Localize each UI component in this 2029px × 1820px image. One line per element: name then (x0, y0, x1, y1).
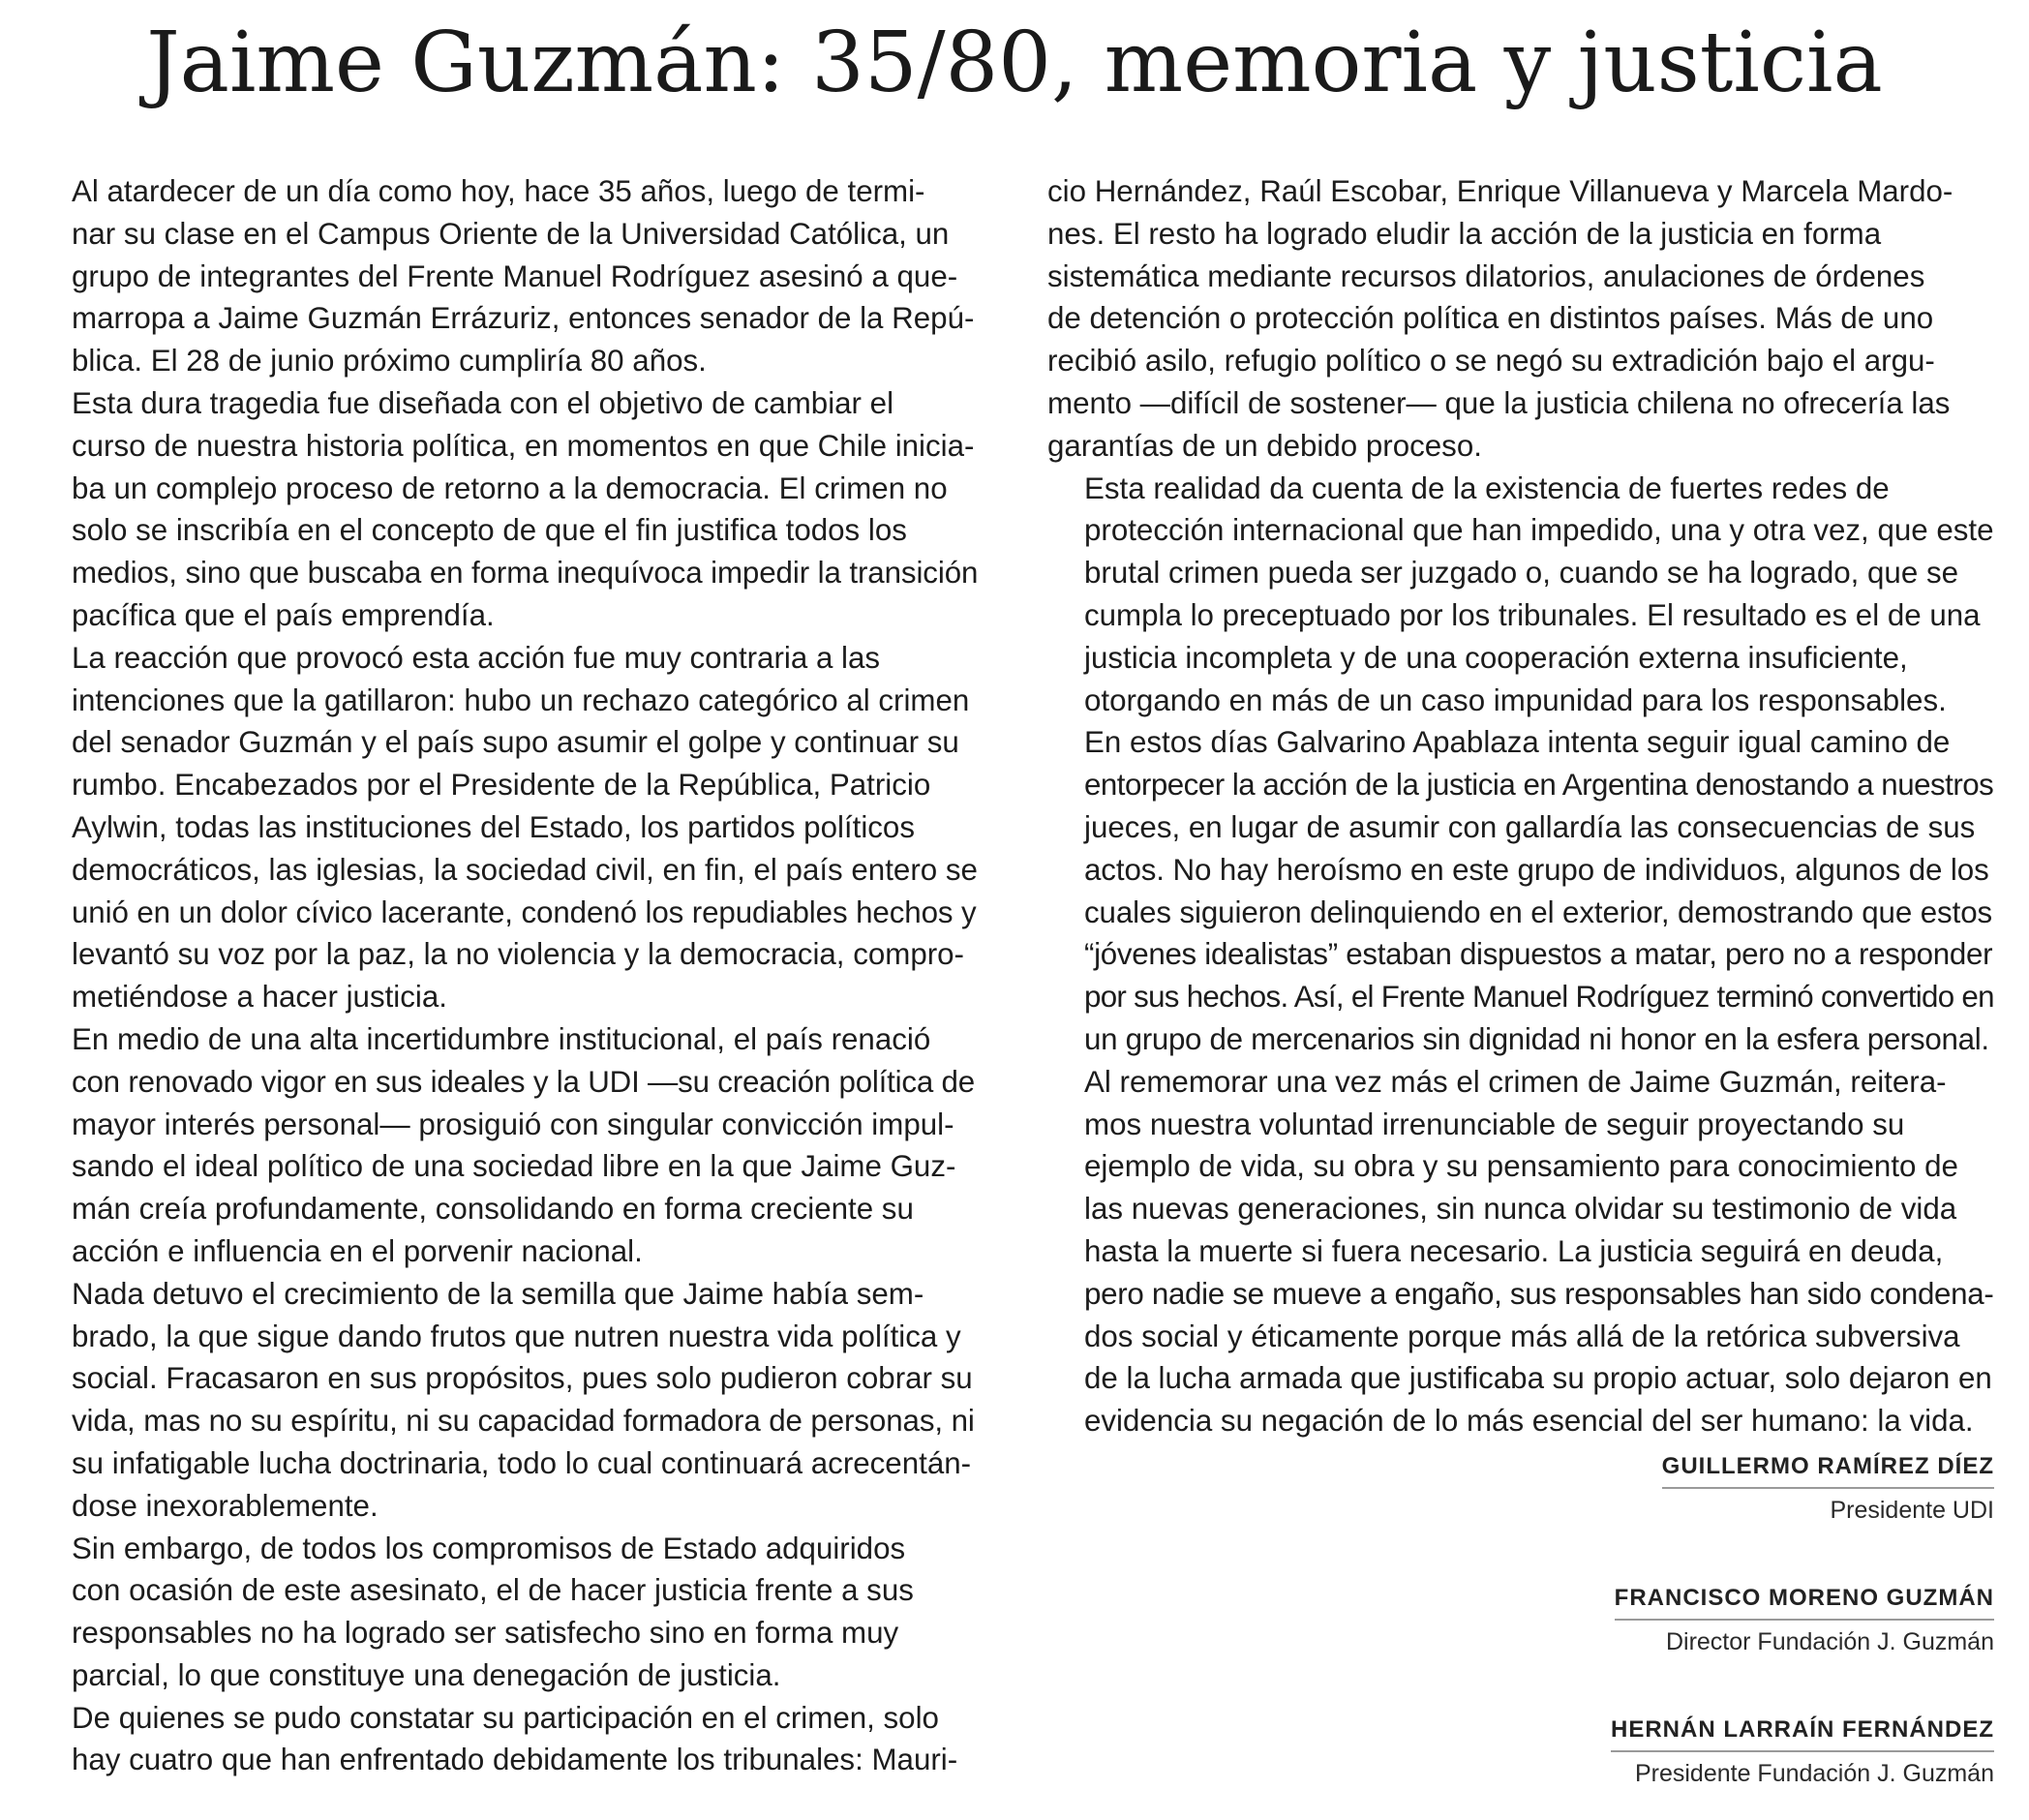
text-line: sistemática mediante recursos dilatorios, anulaciones de órdenes (1047, 258, 1925, 293)
text-line: las nuevas generaciones, sin nunca olvidar su testimonio de vida (1084, 1192, 1957, 1227)
text-line: dos social y éticamente porque más allá de la retórica subversiva (1084, 1319, 1960, 1353)
text-line: parcial, lo que constituye una denegación de justicia. (72, 1657, 781, 1692)
text-line: social. Fracasaron en sus propósitos, pues solo pudieron cobrar su (72, 1361, 973, 1396)
signature (1549, 1584, 1994, 1659)
text-line: curso de nuestra historia política, en momentos en que Chile inicia- (72, 428, 975, 463)
text-line: hay cuatro que han enfrentado debidamente los tribunales: Mauri- (72, 1743, 958, 1777)
text-line: ejemplo de vida, su obra y su pensamiento para conocimiento de (1084, 1149, 1958, 1184)
paragraph (35, 1528, 979, 1697)
left-column (35, 170, 979, 1781)
text-line: En estos días Galvarino Apablaza intenta seguir igual camino de (1084, 725, 1951, 760)
text-line: En medio de una alta incertidumbre institucional, el país renació (72, 1021, 931, 1056)
text-line: dose inexorablemente. (72, 1488, 379, 1523)
text-line: mos nuestra voluntad irrenunciable de seguir proyectando su (1084, 1107, 1905, 1141)
text-line: cumpla lo preceptuado por los tribunales. El resultado es el de una (1084, 597, 1981, 632)
text-line: Al rememorar una vez más el crimen de Jaime Guzmán, reitera- (1084, 1064, 1947, 1099)
text-line: un grupo de mercenarios sin dignidad ni honor en la esfera personal. (1084, 1021, 1989, 1056)
text-line: mento —difícil de sostener— que la justicia chilena no ofrecería las (1047, 385, 1951, 420)
text-line: Al atardecer de un día como hoy, hace 35 años, luego de termi- (72, 174, 925, 208)
signer-name: GUILLERMO RAMÍREZ DÍEZ (1662, 1452, 1994, 1489)
signer-name: HERNÁN LARRAÍN FERNÁNDEZ (1611, 1715, 1994, 1752)
text-line: democráticos, las iglesias, la sociedad civil, en fin, el país entero se (72, 852, 978, 887)
text-line: entorpecer la acción de la justicia en Argentina denostando a nuestros (1084, 768, 1994, 803)
signer-role: Director Fundación J. Guzmán (1665, 1628, 1994, 1655)
text-line: nes. El resto ha logrado eludir la acción de la justicia en forma (1047, 216, 1882, 251)
paragraph (35, 382, 979, 637)
text-line: garantías de un debido proceso. (1047, 428, 1482, 463)
text-line: su infatigable lucha doctrinaria, todo lo cual continuará acrecentán- (72, 1445, 972, 1480)
paragraph (1047, 1061, 1994, 1442)
text-line: rumbo. Encabezados por el Presidente de la República, Patricio (72, 768, 931, 803)
text-line: con renovado vigor en sus ideales y la UDI —su creación política de (72, 1064, 975, 1099)
text-line: de la lucha armada que justificaba su propio actuar, solo dejaron en (1084, 1361, 1992, 1396)
text-line: metiéndose a hacer justicia. (72, 980, 447, 1015)
right-column (1047, 170, 1994, 1442)
paragraph (35, 1273, 979, 1528)
text-line: pacífica que el país emprendía. (72, 597, 495, 632)
text-line: evidencia su negación de lo más esencial del ser humano: la vida. (1084, 1404, 1974, 1439)
paragraph (35, 170, 979, 382)
text-line: mán creía profundamente, consolidando en forma creciente su (72, 1192, 914, 1227)
text-line: nar su clase en el Campus Oriente de la Universidad Católica, un (72, 216, 950, 251)
text-line: jueces, en lugar de asumir con gallardía las consecuencias de sus (1084, 809, 1976, 844)
text-line: recibió asilo, refugio político o se negó su extradición bajo el argu- (1047, 344, 1935, 379)
text-line: justicia incompleta y de una cooperación externa insuficiente, (1084, 640, 1908, 675)
text-line: otorgando en más de un caso impunidad para los responsables. (1084, 682, 1947, 717)
text-line: vida, mas no su espíritu, ni su capacidad formadora de personas, ni (72, 1404, 975, 1439)
text-line: La reacción que provocó esta acción fue muy contraria a las (72, 640, 881, 675)
text-line: intenciones que la gatillaron: hubo un rechazo categórico al crimen (72, 682, 970, 717)
text-line: por sus hechos. Así, el Frente Manuel Rodríguez terminó convertido en (1084, 980, 1994, 1015)
text-line: medios, sino que buscaba en forma inequívoca impedir la transición (72, 556, 979, 591)
text-line: pero nadie se mueve a engaño, sus responsables han sido condena- (1084, 1276, 1994, 1311)
signer-role: Presidente Fundación J. Guzmán (1634, 1760, 1994, 1787)
text-line: actos. No hay heroísmo en este grupo de individuos, algunos de los (1084, 852, 1989, 887)
text-line: Aylwin, todas las instituciones del Estado, los partidos políticos (72, 809, 915, 844)
text-line: blica. El 28 de junio próximo cumpliría 80 años. (72, 344, 707, 379)
signer-role: Presidente UDI (1830, 1497, 1994, 1524)
text-line: “jóvenes idealistas” estaban dispuestos a matar, pero no a responder (1084, 937, 1993, 972)
text-line: Nada detuvo el crecimiento de la semilla que Jaime había sem- (72, 1276, 924, 1311)
signer-name: FRANCISCO MORENO GUZMÁN (1615, 1584, 1994, 1621)
signature (1549, 1452, 1994, 1528)
signature-block (1549, 1452, 1994, 1791)
text-line: acción e influencia en el porvenir nacional. (72, 1233, 643, 1268)
paragraph (35, 637, 979, 1018)
text-line: grupo de integrantes del Frente Manuel Rodríguez asesinó a que- (72, 258, 958, 293)
text-line: solo se inscribía en el concepto de que el fin justifica todos los (72, 513, 907, 548)
text-line: levantó su voz por la paz, la no violencia y la democracia, compro- (72, 937, 964, 972)
text-line: Esta dura tragedia fue diseñada con el objetivo de cambiar el (72, 385, 894, 420)
text-line: Sin embargo, de todos los compromisos de Estado adquiridos (72, 1531, 906, 1565)
text-line: hasta la muerte si fuera necesario. La justicia seguirá en deuda, (1084, 1233, 1944, 1268)
text-line: cio Hernández, Raúl Escobar, Enrique Villanueva y Marcela Mardo- (1047, 174, 1953, 208)
text-line: responsables no ha logrado ser satisfecho sino en forma muy (72, 1616, 899, 1651)
text-line: cuales siguieron delinquiendo en el exterior, demostrando que estos (1084, 895, 1993, 929)
text-line: De quienes se pudo constatar su participación en el crimen, solo (72, 1700, 939, 1735)
paragraph-continuation (1047, 170, 1994, 468)
text-line: marropa a Jaime Guzmán Errázuriz, entonces senador de la Repú- (72, 301, 975, 336)
text-line: sando el ideal político de una sociedad libre en la que Jaime Guz- (72, 1149, 956, 1184)
text-line: unió en un dolor cívico lacerante, condenó los repudiables hechos y (72, 895, 977, 929)
paragraph (1047, 721, 1994, 1060)
text-line: mayor interés personal— prosiguió con singular convicción impul- (72, 1107, 954, 1141)
text-line: brado, la que sigue dando frutos que nutren nuestra vida política y (72, 1319, 961, 1353)
paragraph (1047, 468, 1994, 722)
article-title: Jaime Guzmán: 35/80, memoria y justicia (146, 15, 1883, 111)
text-line: con ocasión de este asesinato, el de hacer justicia frente a sus (72, 1573, 914, 1608)
signature (1549, 1715, 1994, 1791)
paragraph (35, 1697, 979, 1782)
paragraph (35, 1018, 979, 1273)
text-line: brutal crimen pueda ser juzgado o, cuando se ha logrado, que se (1084, 556, 1958, 591)
text-line: protección internacional que han impedido, una y otra vez, que este (1084, 513, 1994, 548)
text-line: de detención o protección política en distintos países. Más de uno (1047, 301, 1934, 336)
text-line: ba un complejo proceso de retorno a la democracia. El crimen no (72, 470, 948, 505)
text-line: Esta realidad da cuenta de la existencia de fuertes redes de (1084, 470, 1890, 505)
text-line: del senador Guzmán y el país supo asumir el golpe y continuar su (72, 725, 959, 760)
